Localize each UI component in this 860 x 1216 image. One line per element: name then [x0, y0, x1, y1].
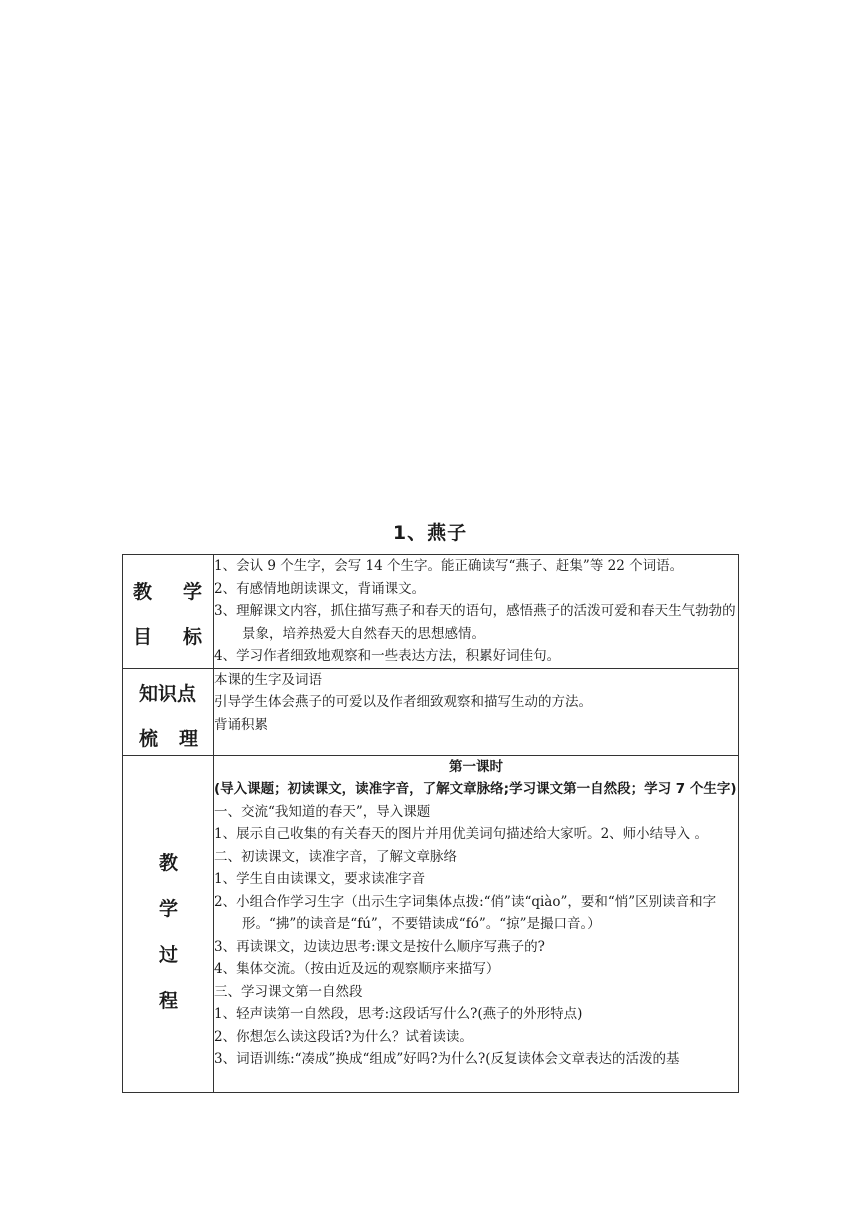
process-line: 3、词语训练:“凑成”换成“组成”好吗?为什么?(反复读体会文章表达的活泼的基	[214, 1051, 680, 1067]
knowledge-row	[123, 668, 739, 755]
process-label-char-2: 学	[159, 897, 179, 920]
knowledge-item: 引导学生体会燕子的可爱以及作者细致观察和描写生动的方法。	[214, 694, 592, 710]
lesson-plan-table	[122, 554, 739, 1093]
process-line: 二、初读课文，读准字音，了解文章脉络	[214, 848, 457, 865]
process-line: 2、你想怎么读这段话?为什么？试着读读。	[214, 1028, 473, 1045]
goal-item: 3、理解课文内容，抓住描写燕子和春天的语句，感悟燕子的活泼可爱和春天生气勃勃的景象，培养热爱大自然春天的思想感情。	[214, 603, 736, 642]
goals-row	[123, 555, 739, 669]
process-row	[123, 755, 739, 1092]
goals-label-char-1: 教	[133, 581, 153, 603]
goals-label-char-3: 目	[133, 626, 153, 648]
knowledge-label-line1: 知识点	[139, 682, 197, 705]
process-label-cell	[123, 755, 214, 1092]
knowledge-label-char-1: 梳	[139, 727, 159, 750]
goal-item: 2、有感情地朗读课文，背诵课文。	[214, 580, 426, 597]
goal-item: 1、会认 9 个生字，会写 14 个生字。能正确读写“燕子、赶集”等 22 个词语。	[214, 558, 684, 574]
goals-content-cell	[214, 555, 739, 669]
goal-item: 4、学习作者细致地观察和一些表达方法，积累好词佳句。	[214, 648, 561, 664]
lesson-title: 第一课时	[449, 758, 503, 775]
document-title: 1、燕子	[392, 522, 468, 544]
process-label-char-4: 程	[159, 989, 179, 1012]
process-line: 三、学习课文第一自然段	[214, 983, 363, 1000]
knowledge-label-cell	[123, 668, 214, 755]
process-line: 1、展示自己收集的有关春天的图片并用优美词句描述给大家听。2、师小结导入 。	[214, 826, 708, 842]
process-line: 1、轻声读第一自然段，思考:这段话写什么?(燕子的外形特点)	[214, 1006, 583, 1022]
knowledge-item: 背诵积累	[214, 716, 268, 733]
process-content-cell	[214, 755, 739, 1092]
process-line: 1、学生自由读课文，要求读准字音	[214, 871, 426, 887]
goals-label-char-4: 标	[183, 626, 203, 648]
knowledge-label-char-2: 理	[179, 727, 199, 750]
process-label-char-1: 教	[159, 851, 179, 874]
process-label-char-3: 过	[159, 943, 179, 966]
process-line: 3、再读课文，边读边思考:课文是按什么顺序写燕子的?	[214, 938, 545, 955]
goals-label-char-2: 学	[183, 581, 203, 603]
process-line: 一、交流“我知道的春天”，导入课题	[214, 803, 431, 820]
knowledge-item: 本课的生字及词语	[214, 671, 322, 688]
knowledge-content-cell	[214, 668, 739, 755]
process-line: 2、小组合作学习生字（出示生字词集体点拨:“俏”读“qiào”，要和“悄”区别读音和字形。“拂”的读音是“fú”，不要错读成“fó”。“掠”是撮口音。）	[214, 893, 717, 932]
lesson-summary: (导入课题；初读课文，读准字音，了解文章脉络;学习课文第一自然段；学习 7 个生字)	[214, 781, 737, 797]
process-line: 4、集体交流。（按由近及远的观察顺序来描写）	[214, 961, 500, 977]
goals-label-cell	[123, 555, 214, 669]
